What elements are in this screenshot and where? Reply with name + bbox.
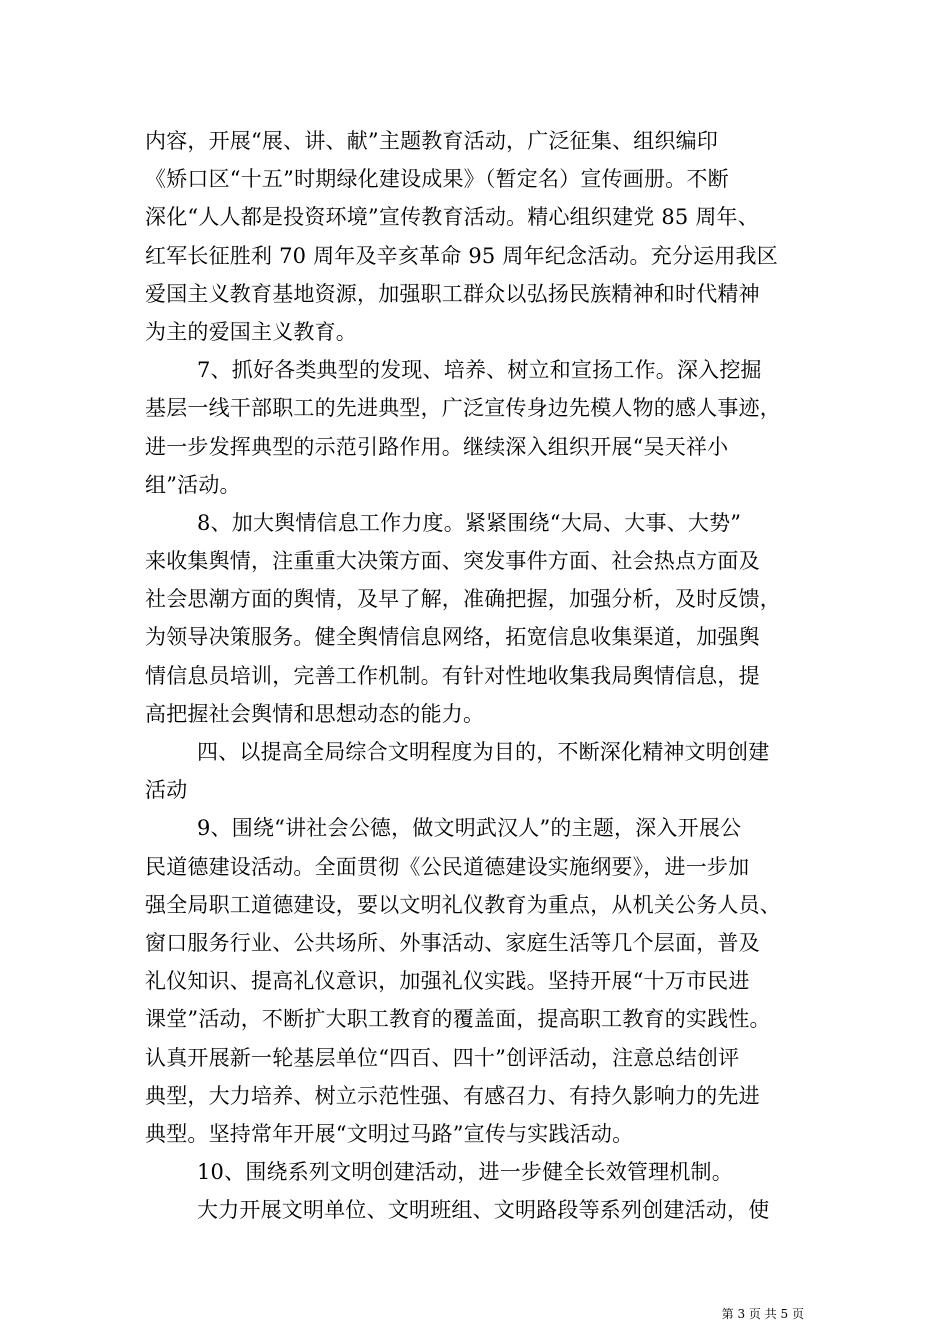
text-line: 组”活动。 xyxy=(145,472,241,497)
text-line: 民道德建设活动。全面贯彻《公民道德建设实施纲要》，进一步加 xyxy=(145,854,750,879)
text-line: 高把握社会舆情和思想动态的能力。 xyxy=(145,701,485,726)
paragraph-start-9: 9、围绕“讲社会公德，做文明武汉人”的主题，深入开展公 xyxy=(197,816,742,841)
paragraph-start: 大力开展文明单位、文明班组、文明路段等系列创建活动，使 xyxy=(197,1198,770,1223)
text-line: 来收集舆情，注重重大决策方面、突发事件方面、社会热点方面及 xyxy=(145,549,760,574)
page-number-footer: 第 3 页 共 5 页 xyxy=(721,1307,804,1321)
text-line: 《矫口区“十五”时期绿化建设成果》（暂定名）宣传画册。不断 xyxy=(145,167,729,192)
text-line: 活动 xyxy=(145,778,188,803)
paragraph-start-7: 7、抓好各类典型的发现、培养、树立和宣扬工作。深入挖掘 xyxy=(197,358,762,383)
text-line: 基层一线干部职工的先进典型，广泛宣传身边先模人物的感人事迹， xyxy=(145,396,781,421)
paragraph-start-8: 8、加大舆情信息工作力度。紧紧围绕“大局、大事、大势” xyxy=(197,510,742,535)
text-line: 典型。坚持常年开展“文明过马路”宣传与实践活动。 xyxy=(145,1121,634,1146)
text-line: 深化“人人都是投资环境”宣传教育活动。精心组织建党 85 周年、 xyxy=(145,205,759,230)
text-line: 窗口服务行业、公共场所、外事活动、家庭生活等几个层面，普及 xyxy=(145,930,760,955)
text-line: 为主的爱国主义教育。 xyxy=(145,319,357,344)
text-line: 为领导决策服务。健全舆情信息网络，拓宽信息收集渠道，加强舆 xyxy=(145,625,760,650)
text-line: 认真开展新一轮基层单位“四百、四十”创评活动，注意总结创评 xyxy=(145,1045,740,1070)
text-line: 情信息员培训，完善工作机制。有针对性地收集我局舆情信息，提 xyxy=(145,663,760,688)
text-line: 社会思潮方面的舆情，及早了解，准确把握，加强分析，及时反馈， xyxy=(145,587,781,612)
text-line: 红军长征胜利 70 周年及辛亥革命 95 周年纪念活动。充分运用我区 xyxy=(145,243,778,268)
text-line: 礼仪知识、提高礼仪意识，加强礼仪实践。坚持开展“十万市民进 xyxy=(145,969,750,994)
paragraph-start-10: 10、围绕系列文明创建活动，进一步健全长效管理机制。 xyxy=(197,1160,733,1185)
section-heading-4: 四、以提高全局综合文明程度为目的，不断深化精神文明创建 xyxy=(197,740,770,764)
text-line: 内容，开展“展、讲、献”主题教育活动，广泛征集、组织编印 xyxy=(145,129,719,153)
text-line: 课堂”活动，不断扩大职工教育的覆盖面，提高职工教育的实践性。 xyxy=(145,1007,771,1032)
text-line: 进一步发挥典型的示范引路作用。继续深入组织开展“吴天祥小 xyxy=(145,434,729,459)
body-text xyxy=(145,122,807,1229)
text-line: 爱国主义教育基地资源，加强职工群众以弘扬民族精神和时代精神 xyxy=(145,281,760,306)
text-line: 强全局职工道德建设，要以文明礼仪教育为重点，从机关公务人员、 xyxy=(145,892,781,917)
text-line: 典型，大力培养、树立示范性强、有感召力、有持久影响力的先进 xyxy=(145,1083,760,1108)
